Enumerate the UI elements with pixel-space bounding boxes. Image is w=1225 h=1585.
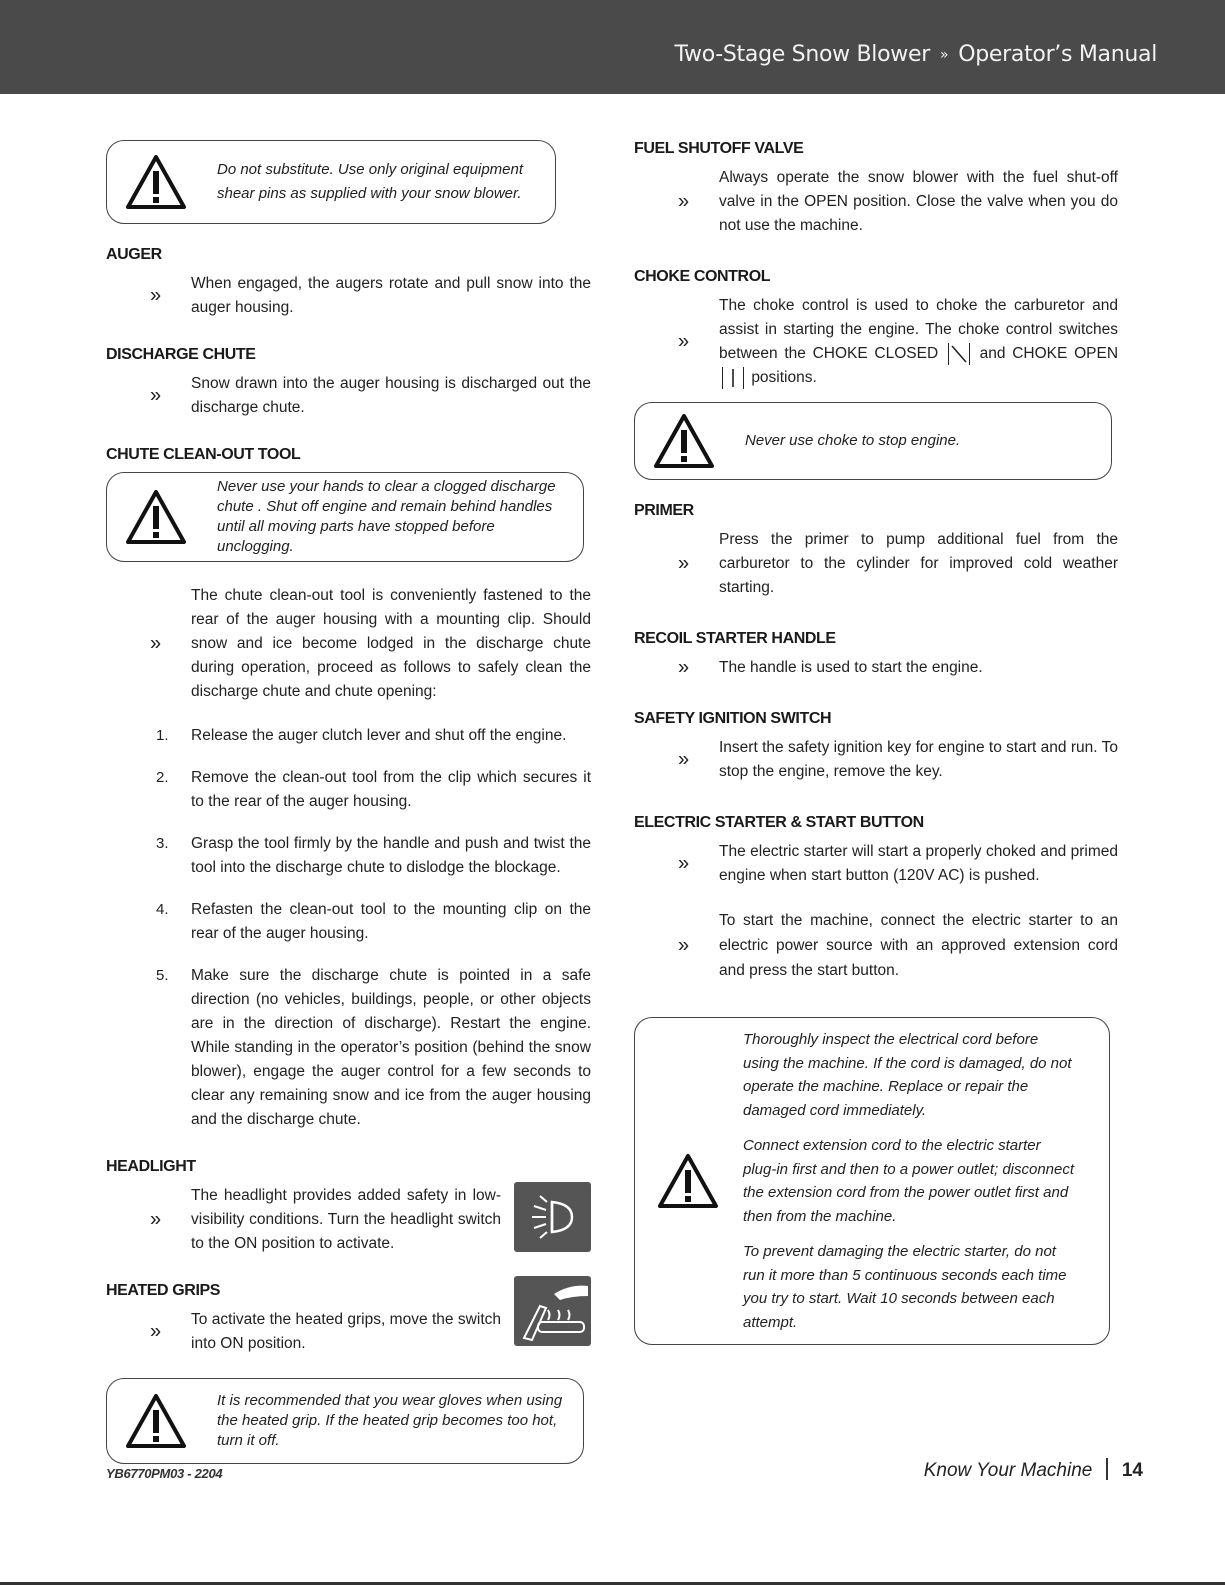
chevron-bullet-icon: » (150, 1208, 162, 1231)
header-title (675, 42, 1158, 67)
electric-starter-description-2 (634, 908, 1118, 983)
chevron-bullet-icon: » (150, 284, 162, 307)
heated-grip-icon (514, 1276, 591, 1346)
paragraph: Snow drawn into the auger housing is discharged out the discharge chute. (191, 375, 591, 416)
warning-text (743, 1028, 1077, 1334)
section-title-chute-clean-out-tool: CHUTE CLEAN-OUT TOOL (106, 446, 301, 463)
chevron-bullet-icon: » (678, 748, 690, 771)
left-column (106, 140, 591, 1486)
discharge-chute-description (106, 372, 591, 420)
paragraph: The electric starter will start a properly choked and primed engine when start button (120V AC) is pushed. (719, 843, 1118, 884)
warning-text: Never use choke to stop engine. (745, 432, 961, 449)
paragraph: The headlight provides added safety in low-visibility conditions. Turn the headlight switch to the ON position to activate. (191, 1187, 501, 1252)
footer-section-name: Know Your Machine (923, 1460, 1093, 1482)
auger-description (106, 272, 591, 320)
choke-text-part: and CHOKE OPEN (979, 345, 1119, 362)
document-code: YB6770PM03 - 2204 (106, 1466, 223, 1481)
warning-text: It is recommended that you wear gloves when using the heated grip. If the heated grip becomes too hot, turn it off. (217, 1392, 563, 1449)
headlight-symbol (514, 1182, 591, 1252)
section-title-electric-starter: ELECTRIC STARTER & START BUTTON (634, 814, 924, 831)
paragraph: Insert the safety ignition key for engine to start and run. To stop the engine, remove the key. (719, 739, 1118, 780)
right-column (634, 140, 1118, 1367)
chevron-bullet-icon: » (678, 190, 690, 213)
step-number: 3. (156, 835, 169, 852)
page-header (0, 0, 1225, 94)
choke-closed-icon (948, 343, 970, 365)
section-title-headlight: HEADLIGHT (106, 1158, 196, 1175)
step-text: Refasten the clean-out tool to the mounting clip on the rear of the auger housing. (191, 901, 591, 942)
paragraph: To start the machine, connect the electric starter to an electric power source with an approved extension cord and press the start button. (719, 912, 1118, 979)
step-text: Remove the clean-out tool from the clip which secures it to the rear of the auger housing. (191, 769, 591, 810)
paragraph: Press the primer to pump additional fuel from the carburetor to the cylinder for improved cold weather starting. (719, 531, 1118, 596)
chevron-bullet-icon: » (678, 852, 690, 875)
warning-triangle-icon (657, 1153, 719, 1209)
chevron-bullet-icon: » (678, 330, 690, 353)
warning-triangle-icon (653, 413, 715, 469)
warning-text: Never use your hands to clear a clogged discharge chute . Shut off engine and remain behind handles until all moving parts have stopped before unclogging. (217, 478, 556, 555)
headlight-description (106, 1184, 591, 1256)
section-title-discharge-chute: DISCHARGE CHUTE (106, 346, 256, 363)
paragraph: The handle is used to start the engine. (719, 659, 983, 676)
warning-paragraph: Thoroughly inspect the electrical cord before using the machine. If the cord is damaged, do not operate the machine. Replace or repair the damaged cord immediately. (743, 1031, 1072, 1119)
paragraph (719, 294, 1118, 390)
primer-description (634, 528, 1118, 600)
page-footer (924, 1460, 1143, 1482)
list-item (106, 832, 591, 880)
choke-control-description (634, 294, 1118, 390)
section-title-heated-grips: HEATED GRIPS (106, 1282, 221, 1299)
chevron-bullet-icon: » (150, 1320, 162, 1343)
fuel-shutoff-description (634, 166, 1118, 238)
warning-box-choke (634, 402, 1112, 480)
warning-triangle-icon (125, 154, 187, 210)
warning-box-shear-pins (106, 140, 556, 224)
paragraph: Always operate the snow blower with the fuel shut-off valve in the OPEN position. Close the valve when you do not use the machine. (719, 169, 1118, 234)
warning-triangle-icon (125, 489, 187, 545)
section-title-auger: AUGER (106, 246, 162, 263)
section-title-recoil-starter-handle: RECOIL STARTER HANDLE (634, 630, 836, 647)
footer-divider (1106, 1458, 1108, 1480)
chevron-bullet-icon: » (678, 934, 690, 956)
step-text: Make sure the discharge chute is pointed in a safe direction (no vehicles, buildings, people, or other objects are in the direction of discharge). Restart the engine. While standing in the operator’s position (behind the snow blower), engage the auger control for a few seconds to clear any remaining snow and ice from the auger housing and the discharge chute. (191, 967, 591, 1128)
clean-out-tool-description (106, 584, 591, 704)
warning-box-gloves (106, 1378, 584, 1464)
recoil-starter-description (634, 656, 1118, 680)
chevron-bullet-icon: » (678, 656, 690, 679)
header-separator: » (939, 47, 949, 63)
list-item (106, 766, 591, 814)
manual-type: Operator’s Manual (958, 42, 1157, 67)
headlight-icon (514, 1182, 591, 1252)
page-number: 14 (1121, 1460, 1143, 1482)
list-item (106, 964, 591, 1132)
choke-open-icon (722, 367, 744, 389)
step-number: 2. (156, 769, 169, 786)
warning-box-hands (106, 472, 584, 562)
chevron-bullet-icon: » (150, 384, 162, 407)
safety-ignition-description (634, 736, 1118, 784)
warning-triangle-icon (125, 1393, 187, 1449)
chevron-bullet-icon: » (150, 632, 162, 655)
paragraph: To activate the heated grips, move the switch into ON position. (191, 1311, 501, 1352)
choke-text-part: positions. (751, 369, 817, 386)
electric-starter-description-1 (634, 840, 1118, 888)
manual-product: Two-Stage Snow Blower (674, 42, 930, 67)
list-item (106, 724, 591, 748)
heated-grips-description (106, 1308, 591, 1356)
step-number: 1. (156, 727, 169, 744)
step-text: Grasp the tool firmly by the handle and push and twist the tool into the discharge chute to dislodge the blockage. (191, 835, 591, 876)
warning-paragraph: Connect extension cord to the electric starter plug-in first and then to a power outlet; disconnect the extension cord from the power outlet first and then from the machine. (743, 1137, 1075, 1225)
chevron-bullet-icon: » (678, 552, 690, 575)
section-title-safety-ignition-switch: SAFETY IGNITION SWITCH (634, 710, 832, 727)
paragraph: The chute clean-out tool is conveniently fastened to the rear of the auger housing with a mounting clip. Should snow and ice become lodged in the discharge chute during operation, proceed as follows to safely clean the discharge chute and chute opening: (191, 587, 591, 700)
section-title-primer: PRIMER (634, 502, 694, 519)
section-title-fuel-shutoff-valve: FUEL SHUTOFF VALVE (634, 140, 804, 157)
warning-box-electrical-cord (634, 1017, 1110, 1345)
step-number: 4. (156, 901, 169, 918)
choke-text-part: The choke control is used to choke the carburetor and assist in starting the engine. The choke control switches between the CHOKE CLOSED (719, 297, 1118, 362)
step-number: 5. (156, 967, 169, 984)
warning-paragraph: To prevent damaging the electric starter, do not run it more than 5 continuous seconds each time you try to start. Wait 10 seconds between each attempt. (743, 1243, 1067, 1331)
section-title-choke-control: CHOKE CONTROL (634, 268, 771, 285)
warning-text: Do not substitute. Use only original equipment shear pins as supplied with your snow blower. (217, 161, 524, 202)
list-item (106, 898, 591, 946)
step-text: Release the auger clutch lever and shut off the engine. (191, 727, 567, 744)
heated-grip-symbol (514, 1276, 591, 1346)
paragraph: When engaged, the augers rotate and pull snow into the auger housing. (191, 275, 591, 316)
